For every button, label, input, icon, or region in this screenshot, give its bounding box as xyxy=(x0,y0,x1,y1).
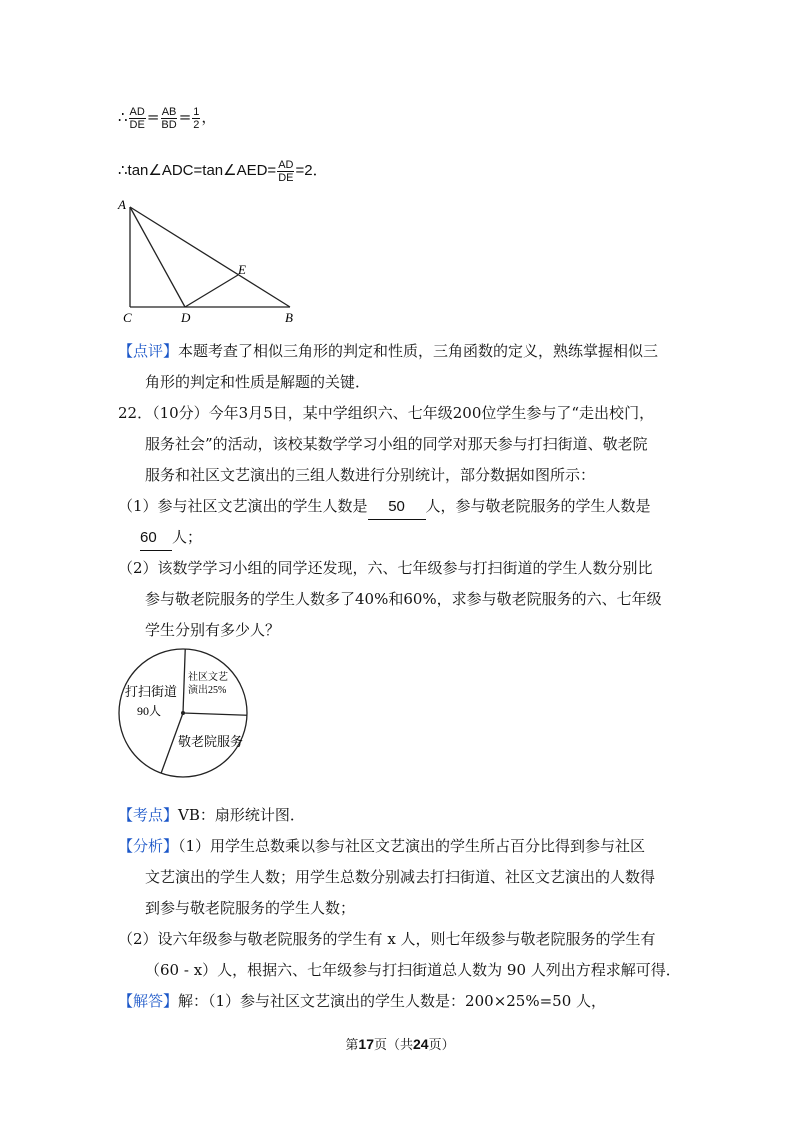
label-C: C xyxy=(123,310,132,325)
total-pages: 24 xyxy=(413,1036,429,1052)
answer-text: 解：（1）参与社区文艺演出的学生人数是：200×25%=50 人， xyxy=(178,992,607,1010)
answer-tag: 【解答】 xyxy=(118,992,179,1010)
label-E: E xyxy=(238,262,246,277)
problem-line-3: 服务和社区文艺演出的三组人数进行分别统计，部分数据如图所示： xyxy=(145,466,596,484)
answer-blank-2: 60 xyxy=(140,526,172,551)
footer-pre: 第 xyxy=(345,1038,359,1053)
page-footer xyxy=(0,1034,800,1053)
q1-mid: 人，参与敬老院服务的学生人数是 xyxy=(425,497,651,515)
label-B: B xyxy=(285,310,293,325)
label-street-value: 90人 xyxy=(137,704,162,718)
review-line-2: 角形的判定和性质是解题的关键． xyxy=(145,373,371,391)
frac-num: 1 xyxy=(193,105,200,118)
point-text: VB：扇形统计图． xyxy=(178,806,305,824)
label-street: 打扫街道 xyxy=(125,684,178,699)
label-community-2: 演出25% xyxy=(188,685,227,696)
question-2-line-1: （2）该数学学习小组的同学还发现，六、七年级参与打扫街道的学生人数分别比 xyxy=(118,559,653,577)
problem-line-1: 22．（10分）今年3月5日，某中学组织六、七年级200位学生参与了“走出校门， xyxy=(118,404,655,422)
pie-chart xyxy=(115,645,265,785)
pie-slice-boundary-2 xyxy=(183,713,247,715)
tan-equation: ∴tan∠ADC=tan∠AED= xyxy=(118,162,277,179)
analysis-line-3: 到参与敬老院服务的学生人数； xyxy=(145,899,356,917)
frac-num: AD xyxy=(129,105,145,118)
fraction-ad-de xyxy=(129,106,146,131)
question-1-line-2 xyxy=(140,525,202,551)
label-D: D xyxy=(181,310,191,325)
footer-mid: 页（共 xyxy=(373,1038,413,1053)
answer-line xyxy=(118,989,606,1013)
frac-den: 2 xyxy=(193,118,200,131)
fraction-ad-de-2 xyxy=(277,159,294,184)
q1-prefix: （1）参与社区文艺演出的学生人数是 xyxy=(118,497,368,515)
equals-sign: = xyxy=(146,108,160,126)
problem-line-2: 服务社会”的活动，该校某数学学习小组的同学对那天参与打扫街道、敬老院 xyxy=(145,435,648,453)
label-nursing: 敬老院服务 xyxy=(178,734,244,749)
question-2-line-3: 学生分别有多少人？ xyxy=(145,621,281,639)
equation-result: =2． xyxy=(295,162,328,179)
frac-num: AD xyxy=(278,158,294,171)
point-line xyxy=(118,803,305,827)
triangle-figure xyxy=(115,195,315,325)
frac-num: AB xyxy=(161,105,177,118)
fraction-ab-bd xyxy=(160,106,177,131)
review-line-1 xyxy=(118,339,658,363)
frac-den: BD xyxy=(161,118,177,131)
review-tag: 【点评】 xyxy=(118,342,179,360)
review-text: 本题考查了相似三角形的判定和性质，三角函数的定义，熟练掌握相似三 xyxy=(178,342,659,360)
question-2-line-2: 参与敬老院服务的学生人数多了40%和60%，求参与敬老院服务的六、七年级 xyxy=(145,590,662,608)
comma: ， xyxy=(201,108,217,126)
fraction-one-half xyxy=(192,106,200,131)
frac-den: DE xyxy=(129,118,145,131)
label-A: A xyxy=(118,197,126,212)
label-community-1: 社区文艺 xyxy=(188,672,228,683)
answer-blank-1: 50 xyxy=(368,495,426,520)
page-number: 17 xyxy=(358,1036,374,1052)
pie-center-dot xyxy=(181,711,185,715)
equals-sign: = xyxy=(178,108,192,126)
frac-den: DE xyxy=(278,171,294,184)
therefore-symbol: ∴ xyxy=(118,108,128,126)
analysis-text: （1）用学生总数乘以参与社区文艺演出的学生所占百分比得到参与社区 xyxy=(178,837,646,855)
footer-post: 页） xyxy=(428,1038,455,1053)
analysis-line-2: 文艺演出的学生人数；用学生总数分别减去打扫街道、社区文艺演出的人数得 xyxy=(145,868,656,886)
analysis-line-5: （60 - x）人，根据六、七年级参与打扫街道总人数为 90 人列出方程求解可得． xyxy=(145,961,681,979)
analysis-tag: 【分析】 xyxy=(118,837,179,855)
q1-suffix: 人； xyxy=(172,528,203,546)
point-tag: 【考点】 xyxy=(118,806,179,824)
analysis-line-4: （2）设六年级参与敬老院服务的学生有 x 人，则七年级参与敬老院服务的学生有 xyxy=(118,930,656,948)
pie-slice-boundary-1 xyxy=(183,649,185,713)
analysis-line-1 xyxy=(118,834,645,858)
derivation-line-1 xyxy=(118,100,216,134)
derivation-line-2 xyxy=(118,153,328,188)
question-1-line-1 xyxy=(118,494,651,520)
